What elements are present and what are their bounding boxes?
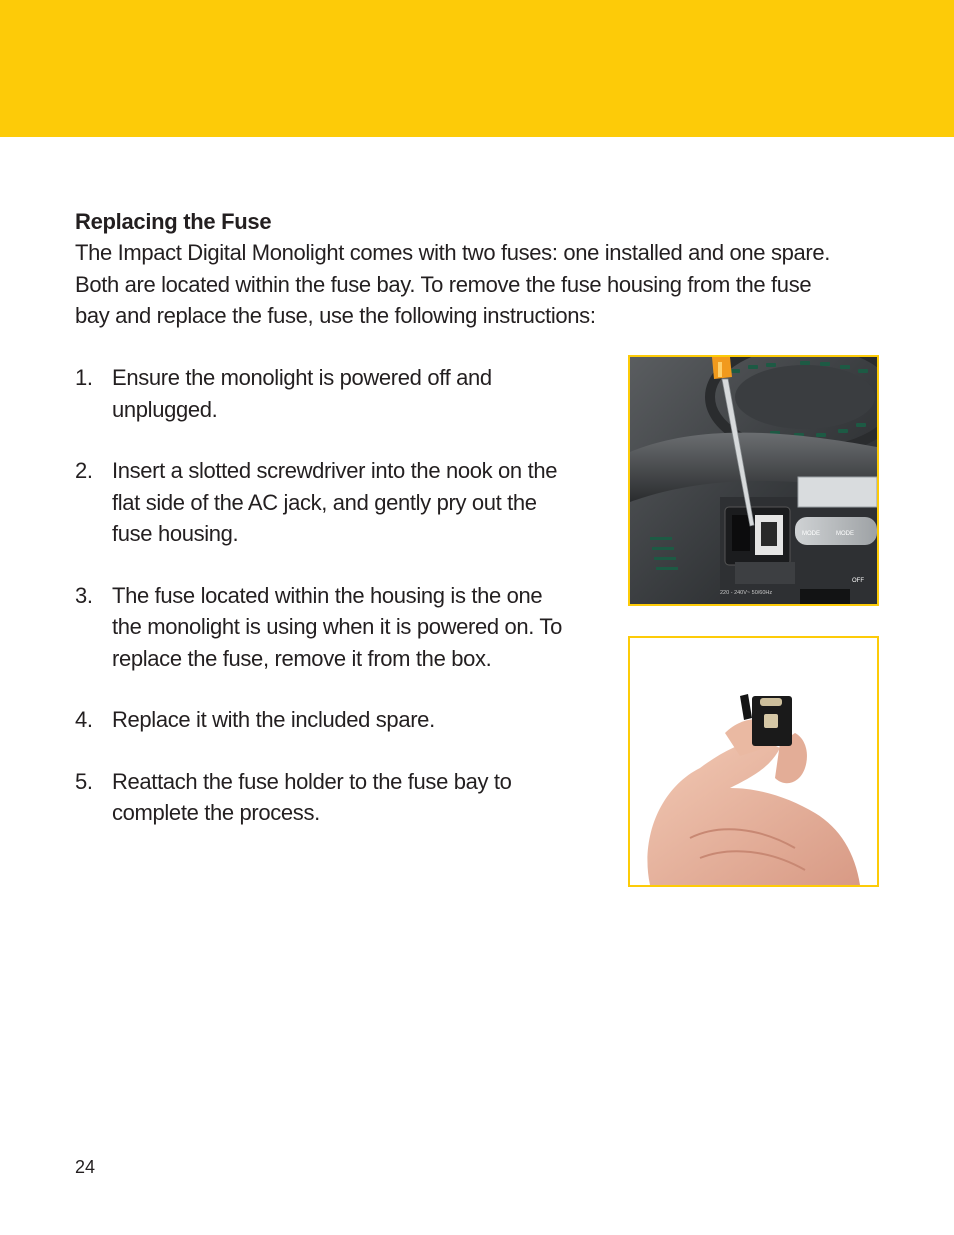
step-2: [75, 455, 600, 550]
step-number: 4.: [75, 707, 93, 732]
step-number: 3.: [75, 582, 93, 608]
display-window: [798, 477, 877, 507]
step-number: 5.: [75, 768, 93, 794]
step-line: Ensure the monolight is powered off and: [112, 365, 492, 390]
step-1: [75, 362, 600, 425]
step-line: unplugged.: [112, 396, 218, 422]
mode-label-1: MODE: [802, 531, 820, 537]
off-label: OFF: [852, 578, 864, 584]
step-line: fuse housing.: [112, 521, 239, 546]
step-line: the monolight is using when it is powered on. To: [112, 614, 562, 639]
step-line: complete the process.: [112, 800, 320, 825]
intro-line: bay and replace the fuse, use the following instructions:: [75, 303, 596, 328]
step-number: 2.: [75, 458, 93, 483]
step-line: replace the fuse, remove it from the box.: [112, 645, 492, 671]
header-band: [0, 0, 954, 137]
power-switch: [800, 589, 850, 604]
step-text: [112, 362, 600, 425]
voltage-rating: 220 - 240V~ 50/60Hz: [720, 590, 773, 596]
step-text: [112, 455, 600, 550]
section-content: [75, 206, 885, 332]
fuse-cap: [760, 698, 782, 706]
step-4: [75, 704, 600, 736]
photo-fuse-holder-in-hand: [628, 636, 879, 887]
step-text: [112, 766, 600, 829]
intro-line: Both are located within the fuse bay. To remove the fuse housing from the fuse: [75, 271, 812, 297]
step-line: flat side of the AC jack, and gently pry out the: [112, 489, 537, 515]
page-number: 24: [75, 1157, 96, 1177]
step-3: [75, 580, 600, 675]
step-text: [112, 580, 600, 675]
step-line: The fuse located within the housing is the one: [112, 582, 543, 608]
step-line: Reattach the fuse holder to the fuse bay to: [112, 768, 512, 794]
mode-label-2: MODE: [836, 531, 854, 537]
section-title: Replacing the Fuse: [75, 209, 272, 234]
photo-monolight-fuse-bay: [628, 355, 879, 606]
instruction-steps: [75, 362, 600, 859]
step-line: Insert a slotted screwdriver into the nook on the: [112, 458, 558, 483]
fuse-label-plate: [735, 562, 795, 584]
hand-illustration: [630, 638, 877, 885]
fuse-window: [764, 714, 778, 728]
intro-line: The Impact Digital Monolight comes with two fuses: one installed and one spare.: [75, 240, 830, 265]
intro-paragraph: [75, 237, 885, 332]
step-5: [75, 766, 600, 829]
monolight-illustration: [630, 357, 877, 604]
step-number: 1.: [75, 365, 93, 390]
step-text: [112, 704, 600, 736]
step-line: Replace it with the included spare.: [112, 707, 435, 732]
